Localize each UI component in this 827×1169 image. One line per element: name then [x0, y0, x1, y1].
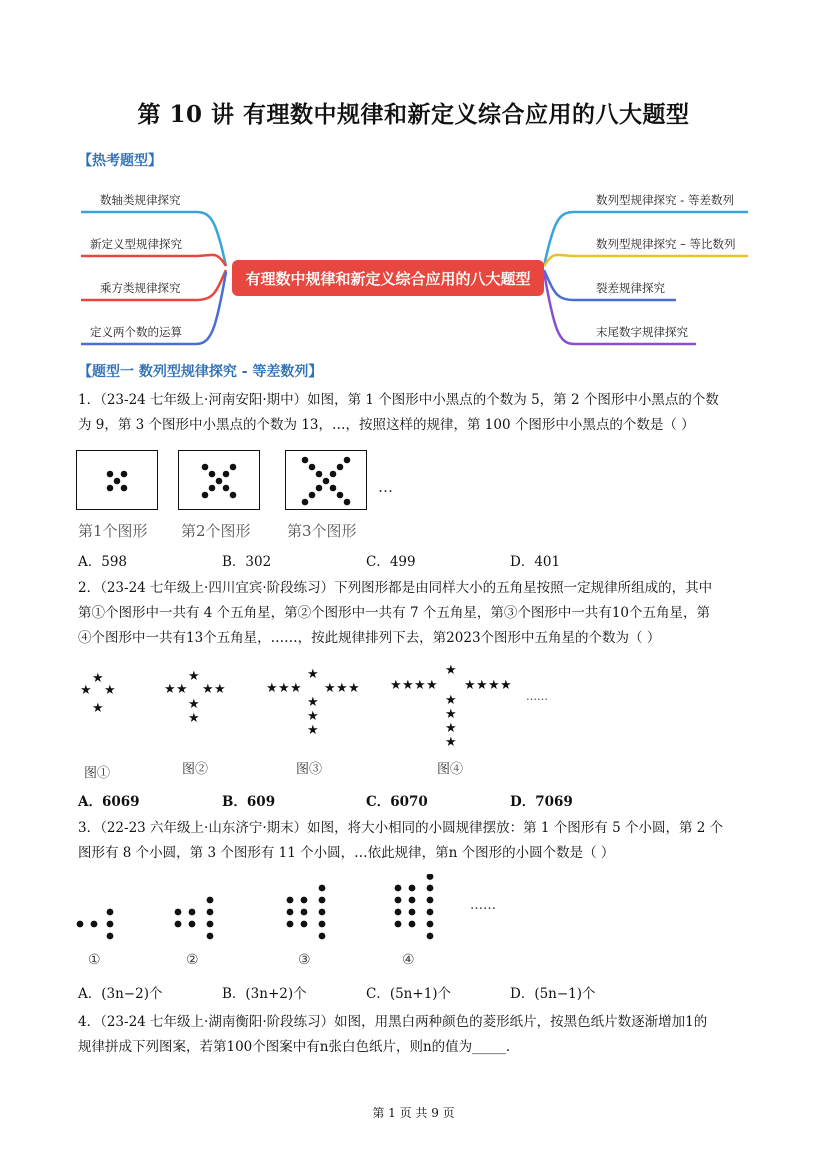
svg-text:★: ★ [445, 735, 457, 750]
mindmap-left-item: 数轴类规律探究 [100, 193, 181, 207]
q1-line1: 1．（23-24 七年级上·河南安阳·期中）如图，第 1 个图形中小黑点的个数为 5，第 2 个图形中小黑点的个数 [78, 392, 719, 408]
mind-map [76, 180, 756, 352]
svg-text:★: ★ [336, 681, 348, 696]
svg-text:★: ★ [500, 678, 512, 693]
mindmap-right-item: 数列型规律探究 – 等比数列 [596, 237, 736, 251]
svg-text:★: ★ [92, 671, 104, 686]
q3-option-a[interactable]: A．(3n−2)个 [78, 986, 163, 1002]
q1-options [78, 550, 754, 572]
svg-text:★: ★ [290, 681, 302, 696]
q2-fig-label: 图② [182, 762, 209, 777]
svg-text:★: ★ [266, 681, 278, 696]
q3-line1: 3．（22-23 六年级上·山东济宁·期末）如图，将大小相同的小圆规律摆放：第 1 个图形有 5 个小圆，第 2 个 [78, 820, 724, 836]
svg-text:★: ★ [188, 697, 200, 712]
svg-text:★: ★ [445, 707, 457, 722]
q2-option-d[interactable]: D．7069 [510, 794, 573, 810]
svg-text:★: ★ [476, 678, 488, 693]
branch-line [544, 255, 748, 266]
svg-text:★: ★ [104, 683, 116, 698]
q3-options [78, 982, 754, 1004]
star-figure-1 [80, 671, 116, 716]
svg-text:★: ★ [390, 678, 402, 693]
q1-figures [76, 450, 496, 545]
q2-options [78, 790, 754, 812]
q3-fig-label: ③ [298, 952, 311, 968]
question-1 [78, 388, 754, 438]
mindmap-left-item: 定义两个数的运算 [90, 325, 182, 339]
svg-text:★: ★ [348, 681, 360, 696]
q1-figure-1 [76, 450, 158, 510]
svg-text:★: ★ [176, 682, 188, 697]
mindmap-right-item: 数列型规律探究 - 等差数列 [596, 193, 734, 207]
svg-text:★: ★ [164, 682, 176, 697]
mindmap-right-item: 裂差规律探究 [596, 281, 665, 295]
circle-figure-4 [395, 874, 434, 939]
q3-fig-label: ① [88, 952, 101, 968]
page-footer: 第 1 页 共 9 页 [372, 1106, 455, 1120]
q2-line2: 第①个图形中一共有 4 个五角星，第②个图形中一共有 7 个五角星，第③个图形中一共有10个五角星，第 [78, 605, 711, 621]
question-4 [78, 1010, 754, 1060]
page-title: 第 10 讲 有理数中规律和新定义综合应用的八大题型 [137, 101, 690, 128]
circle-figure-3 [287, 885, 326, 940]
svg-text:★: ★ [445, 663, 457, 678]
star-figure-3 [266, 667, 360, 738]
stars-figures [76, 660, 576, 755]
circles-figures [76, 874, 536, 944]
star-figure-4 [390, 663, 512, 750]
svg-text:★: ★ [307, 709, 319, 724]
svg-text:★: ★ [402, 678, 414, 693]
q1-option-b[interactable]: B．302 [222, 554, 272, 570]
branch-line [81, 255, 226, 266]
q2-ellipsis: …… [526, 690, 548, 703]
question-3 [78, 816, 754, 866]
mindmap-left-item: 新定义型规律探究 [90, 237, 182, 251]
q3-fig-label: ② [186, 952, 199, 968]
q2-fig-label: 图③ [296, 762, 323, 777]
svg-text:★: ★ [488, 678, 500, 693]
q1-ellipsis: … [378, 478, 393, 496]
q1-option-a[interactable]: A．598 [78, 554, 128, 570]
q4-line1: 4．（23-24 七年级上·湖南衡阳·阶段练习）如图，用黑白两种颜色的菱形纸片，按黑色纸片数逐渐增加1的 [78, 1014, 708, 1030]
svg-text:★: ★ [426, 678, 438, 693]
dots-pattern [77, 451, 157, 509]
svg-text:★: ★ [278, 681, 290, 696]
star-figure-2 [164, 669, 226, 726]
q3-option-d[interactable]: D．(5n−1)个 [510, 986, 596, 1002]
q2-fig-label: 图① [84, 766, 111, 781]
svg-text:★: ★ [80, 683, 92, 698]
question-2 [78, 576, 754, 651]
q1-figure-3 [285, 450, 367, 510]
svg-text:★: ★ [445, 721, 457, 736]
q2-option-a[interactable]: A．6069 [78, 794, 140, 810]
svg-text:★: ★ [214, 682, 226, 697]
q1-fig-label: 第2个图形 [181, 522, 251, 540]
q3-option-c[interactable]: C．(5n+1)个 [366, 986, 452, 1002]
svg-text:★: ★ [464, 678, 476, 693]
svg-text:★: ★ [92, 701, 104, 716]
q3-option-b[interactable]: B．(3n+2)个 [222, 986, 307, 1002]
svg-text:★: ★ [202, 682, 214, 697]
q1-option-d[interactable]: D．401 [510, 554, 561, 570]
q2-fig-label: 图④ [437, 762, 464, 777]
q2-option-b[interactable]: B．609 [222, 794, 276, 810]
hot-section-heading: 【热考题型】 [78, 153, 162, 169]
q4-line2: 规律拼成下列图案，若第100个图案中有n张白色纸片，则n的值为_____． [78, 1039, 520, 1055]
q3-line2: 图形有 8 个小圆，第 3 个图形有 11 个小圆，…依此规律，第n 个图形的小圆个数是（ ） [78, 845, 615, 861]
mindmap-center-label: 有理数中规律和新定义综合应用的八大题型 [245, 270, 531, 288]
q1-line2: 为 9，第 3 个图形中小黑点的个数为 13，…，按照这样的规律，第 100 个图形中小黑点的个数是（ ） [78, 417, 695, 433]
type1-heading: 【题型一 数列型规律探究 - 等差数列】 [78, 364, 323, 380]
svg-text:★: ★ [188, 669, 200, 684]
svg-text:★: ★ [188, 711, 200, 726]
q1-fig-label: 第1个图形 [78, 522, 148, 540]
svg-text:★: ★ [414, 678, 426, 693]
q3-figures [76, 874, 536, 974]
dots-pattern [286, 451, 366, 509]
svg-text:★: ★ [307, 695, 319, 710]
q1-option-c[interactable]: C．499 [366, 554, 416, 570]
svg-text:★: ★ [445, 693, 457, 708]
q3-fig-label: ④ [402, 952, 415, 968]
q2-line1: 2．（23-24 七年级上·四川宜宾·阶段练习）下列图形都是由同样大小的五角星按照一定规律所组成的，其中 [78, 580, 713, 596]
circle-figure-2 [175, 897, 214, 940]
q3-ellipsis: …… [470, 898, 496, 913]
circle-figure-1 [77, 909, 114, 940]
q1-figure-2 [178, 450, 260, 510]
q2-figures [76, 660, 576, 780]
mindmap-right-item: 末尾数字规律探究 [596, 325, 688, 339]
svg-text:★: ★ [307, 667, 319, 682]
q1-fig-label: 第3个图形 [287, 522, 357, 540]
q2-line3: ④个图形中一共有13个五角星，……，按此规律排列下去，第2023个图形中五角星的个数为（ ） [78, 630, 661, 646]
mindmap-left-item: 乘方类规律探究 [100, 281, 181, 295]
q2-option-c[interactable]: C．6070 [366, 794, 428, 810]
svg-text:★: ★ [324, 681, 336, 696]
svg-text:★: ★ [307, 723, 319, 738]
dots-pattern [179, 451, 259, 509]
